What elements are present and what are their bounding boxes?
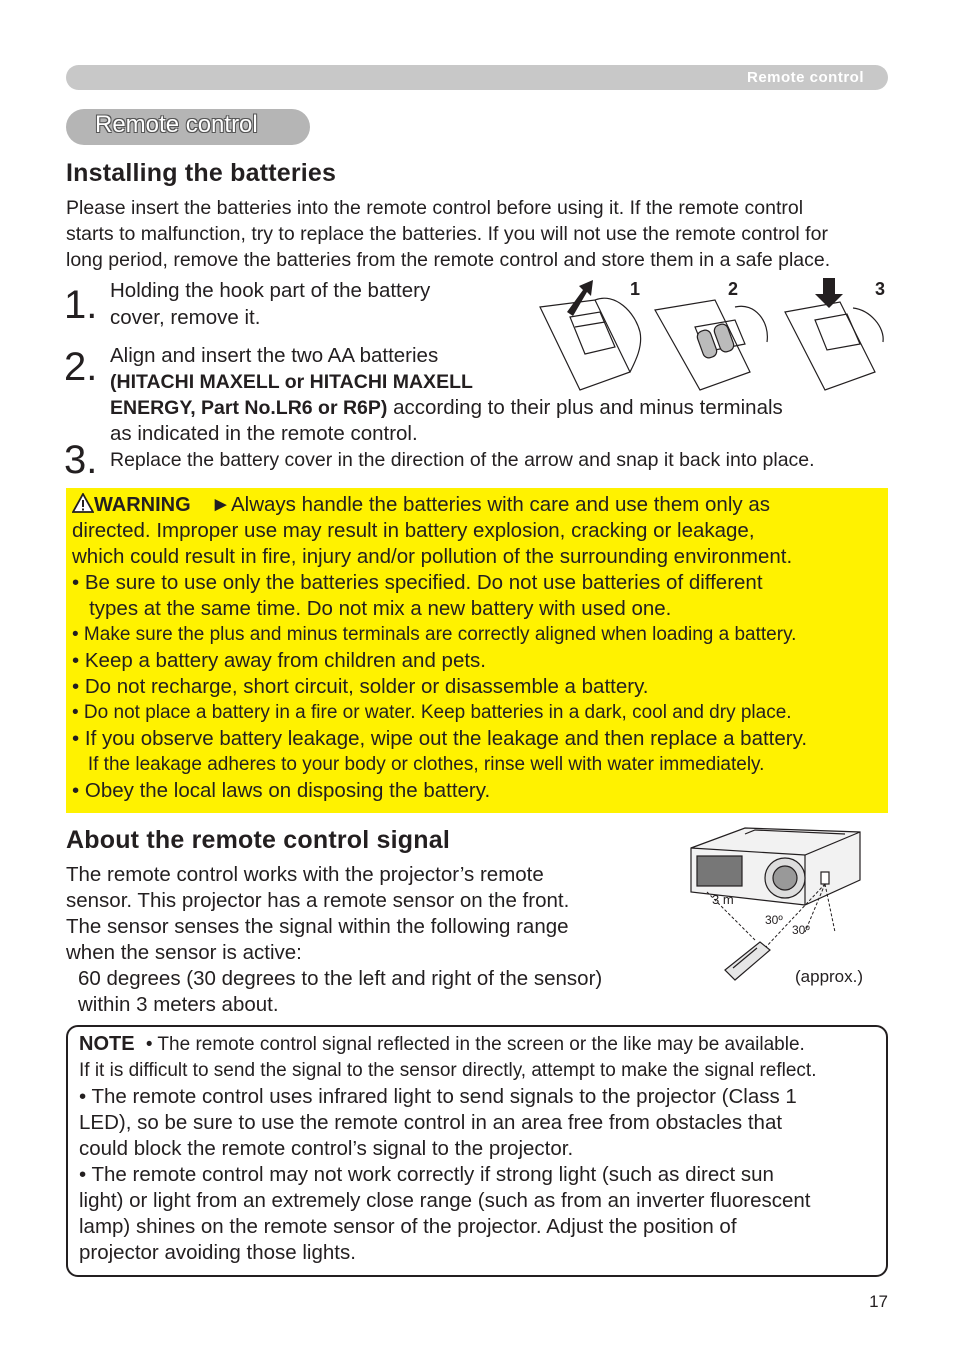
figure-label-2: 2 [728,279,739,299]
figure-label-1: 1 [630,279,641,299]
signal-line: 60 degrees (30 degrees to the left and right of the sensor) [78,967,603,990]
intro-line: Please insert the batteries into the remote control before using it. If the remote control [66,197,804,219]
warning-line: directed. Improper use may result in battery explosion, cracking or leakage, [72,519,755,542]
warning-line: • Do not recharge, short circuit, solder or disassemble a battery. [72,675,649,698]
note-line: projector avoiding those lights. [79,1241,356,1264]
approx-label: (approx.) [795,967,864,986]
step-1-line: cover, remove it. [110,306,261,329]
intro-line: starts to malfunction, try to replace the batteries. If you will not use the remote control for [66,223,828,245]
warning-first-line: Always handle the batteries with care and use them only as [230,493,770,516]
installing-intro [66,195,896,273]
note-first-line: • The remote control signal reflected in the screen or the like may be available. [140,1034,805,1055]
step-2-part-number: ENERGY, Part No.LR6 or R6P) [110,397,388,419]
warning-marker: ► [210,493,231,516]
step-1-line: Holding the hook part of the battery [110,279,431,302]
signal-line: The sensor senses the signal within the following range [66,915,569,938]
warning-label: WARNING [94,494,191,516]
warning-text [72,492,884,804]
distance-label: 3 m [712,892,734,907]
note-label: NOTE [79,1033,135,1055]
step-2-line: according to their plus and minus terminals [387,396,783,419]
step-1-number: 1. [64,283,98,327]
warning-line: • Make sure the plus and minus terminals are correctly aligned when loading a battery. [72,624,797,645]
warning-line: • If you observe battery leakage, wipe out the leakage and then replace a battery. [72,727,808,750]
figure-label-3: 3 [875,279,886,299]
step-1-text [110,278,430,331]
note-line: • The remote control uses infrared light to send signals to the projector (Class 1 [79,1085,797,1108]
remote-step-2 [655,300,767,390]
remote-control-illustration [725,942,770,980]
step-3-number: 3. [64,438,98,482]
angle-left-label: 30º [765,913,783,927]
note-line: If it is difficult to send the signal to the sensor directly, attempt to make the signal reflect. [79,1060,817,1081]
step-2-line: Align and insert the two AA batteries [110,344,439,367]
warning-line: • Be sure to use only the batteries specified. Do not use batteries of different [72,571,763,594]
running-header-title: Remote control [746,69,864,86]
intro-line: long period, remove the batteries from the remote control and store them in a safe place. [66,249,831,271]
warning-line: If the leakage adheres to your body or clothes, rinse well with water immediately. [72,754,765,775]
projector-signal-figure [685,820,885,990]
step-2-number: 2. [64,345,98,389]
signal-heading: About the remote control signal [66,826,450,854]
signal-line: The remote control works with the projector’s remote [66,863,544,886]
signal-text [66,862,602,1018]
note-line: light) or light from an extremely close range (such as from an inverter fluorescent [79,1189,811,1212]
note-line: could block the remote control’s signal to the projector. [79,1137,574,1160]
page-number: 17 [869,1292,888,1311]
warning-line: types at the same time. Do not mix a new battery with used one. [72,597,672,620]
section-title: Remote control [95,111,258,138]
note-line: • The remote control may not work correctly if strong light (such as direct sun [79,1163,774,1186]
warning-line: • Keep a battery away from children and pets. [72,649,486,672]
step-2-line: as indicated in the remote control. [110,422,418,445]
signal-line: sensor. This projector has a remote sensor on the front. [66,889,570,912]
step-3-text: Replace the battery cover in the direction of the arrow and snap it back into place. [110,449,815,471]
note-text [79,1031,879,1266]
signal-line: within 3 meters about. [78,993,279,1016]
angle-right-label: 30º [792,923,810,937]
note-line: LED), so be sure to use the remote control in an area free from obstacles that [79,1111,783,1134]
signal-line: when the sensor is active: [66,941,302,964]
warning-triangle-icon [72,493,94,513]
step-2-bold-line: (HITACHI MAXELL or HITACHI MAXELL [110,371,473,393]
warning-line: • Do not place a battery in a fire or water. Keep batteries in a dark, cool and dry place. [72,702,792,723]
remote-step-3 [785,302,883,390]
remote-step-1 [540,298,641,390]
note-line: lamp) shines on the remote sensor of the projector. Adjust the position of [79,1215,737,1238]
warning-line: which could result in fire, injury and/or pollution of the surrounding environment. [72,545,793,568]
battery-installation-figure [535,272,891,400]
warning-line: • Obey the local laws on disposing the battery. [72,779,491,802]
installing-heading: Installing the batteries [66,159,337,187]
